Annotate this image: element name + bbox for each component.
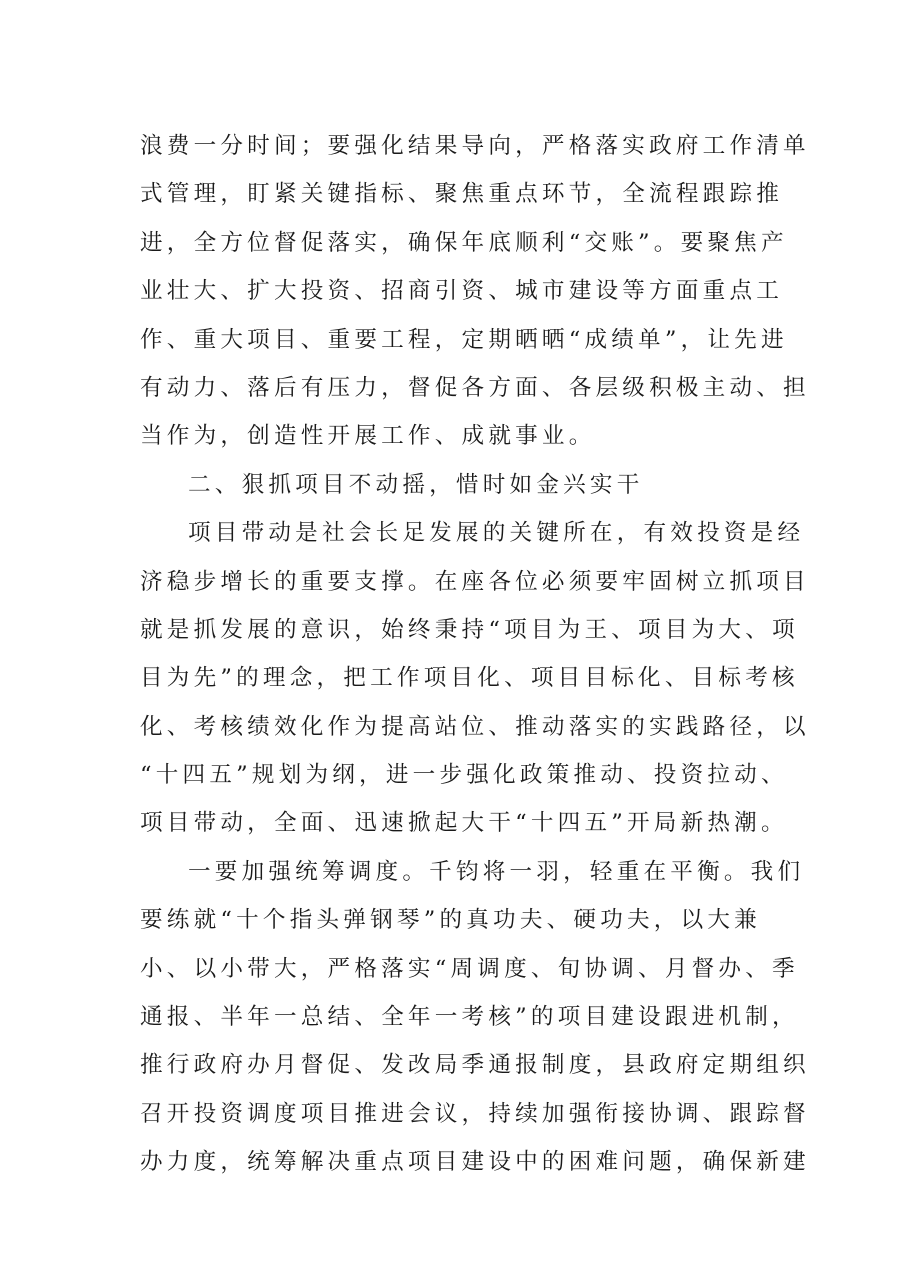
text-line: 当作为，创造性开展工作、成就事业。 (140, 423, 596, 450)
text-line: 一要加强统筹调度。千钧将一羽，轻重在平衡。我们 (188, 858, 805, 885)
text-line: “十四五”规划为纲，进一步强化政策推动、投资拉动、 (140, 762, 788, 789)
text-line: 推行政府办月督促、发改局季通报制度，县政府定期组织 (140, 1052, 810, 1079)
text-line: 有动力、落后有压力，督促各方面、各层级积极主动、担 (140, 374, 810, 401)
document-page (140, 122, 810, 1187)
text-line: 浪费一分时间；要强化结果导向，严格落实政府工作清单 (140, 133, 810, 159)
text-line: 通报、半年一总结、全年一考核”的项目建设跟进机制， (140, 1004, 799, 1031)
text-line: 办力度，统筹解决重点项目建设中的困难问题，确保新建 (140, 1149, 810, 1176)
text-line: 小、以小带大，严格落实“周调度、旬协调、月督办、季 (140, 955, 799, 982)
text-line: 项目带动是社会长足发展的关键所在，有效投资是经 (188, 520, 805, 547)
text-line: 化、考核绩效化作为提高站位、推动落实的实践路径，以 (140, 713, 810, 740)
text-line: 式管理，盯紧关键指标、聚焦重点环节，全流程跟踪推 (140, 181, 784, 208)
text-line: 业壮大、扩大投资、招商引资、城市建设等方面重点工 (140, 278, 784, 305)
text-line: 济稳步增长的重要支撑。在座各位必须要牢固树立抓项目 (140, 568, 810, 595)
text-line: 进，全方位督促落实，确保年底顺利“交账”。要聚焦产 (140, 229, 788, 256)
text-line: 项目带动，全面、迅速掀起大干“十四五”开局新热潮。 (140, 810, 788, 837)
text-line: 召开投资调度项目推进会议，持续加强衔接协调、跟踪督 (140, 1100, 810, 1127)
text-line: 作、重大项目、重要工程，定期晒晒“成绩单”，让先进 (140, 326, 788, 353)
text-line: 要练就“十个指头弹钢琴”的真功夫、硬功夫，以大兼 (140, 907, 761, 934)
section-heading: 二、狠抓项目不动摇，惜时如金兴实干 (188, 471, 644, 498)
text-line: 目为先”的理念，把工作项目化、项目目标化、目标考核 (140, 665, 799, 692)
text-line: 就是抓发展的意识，始终秉持“项目为王、项目为大、项 (140, 616, 799, 643)
